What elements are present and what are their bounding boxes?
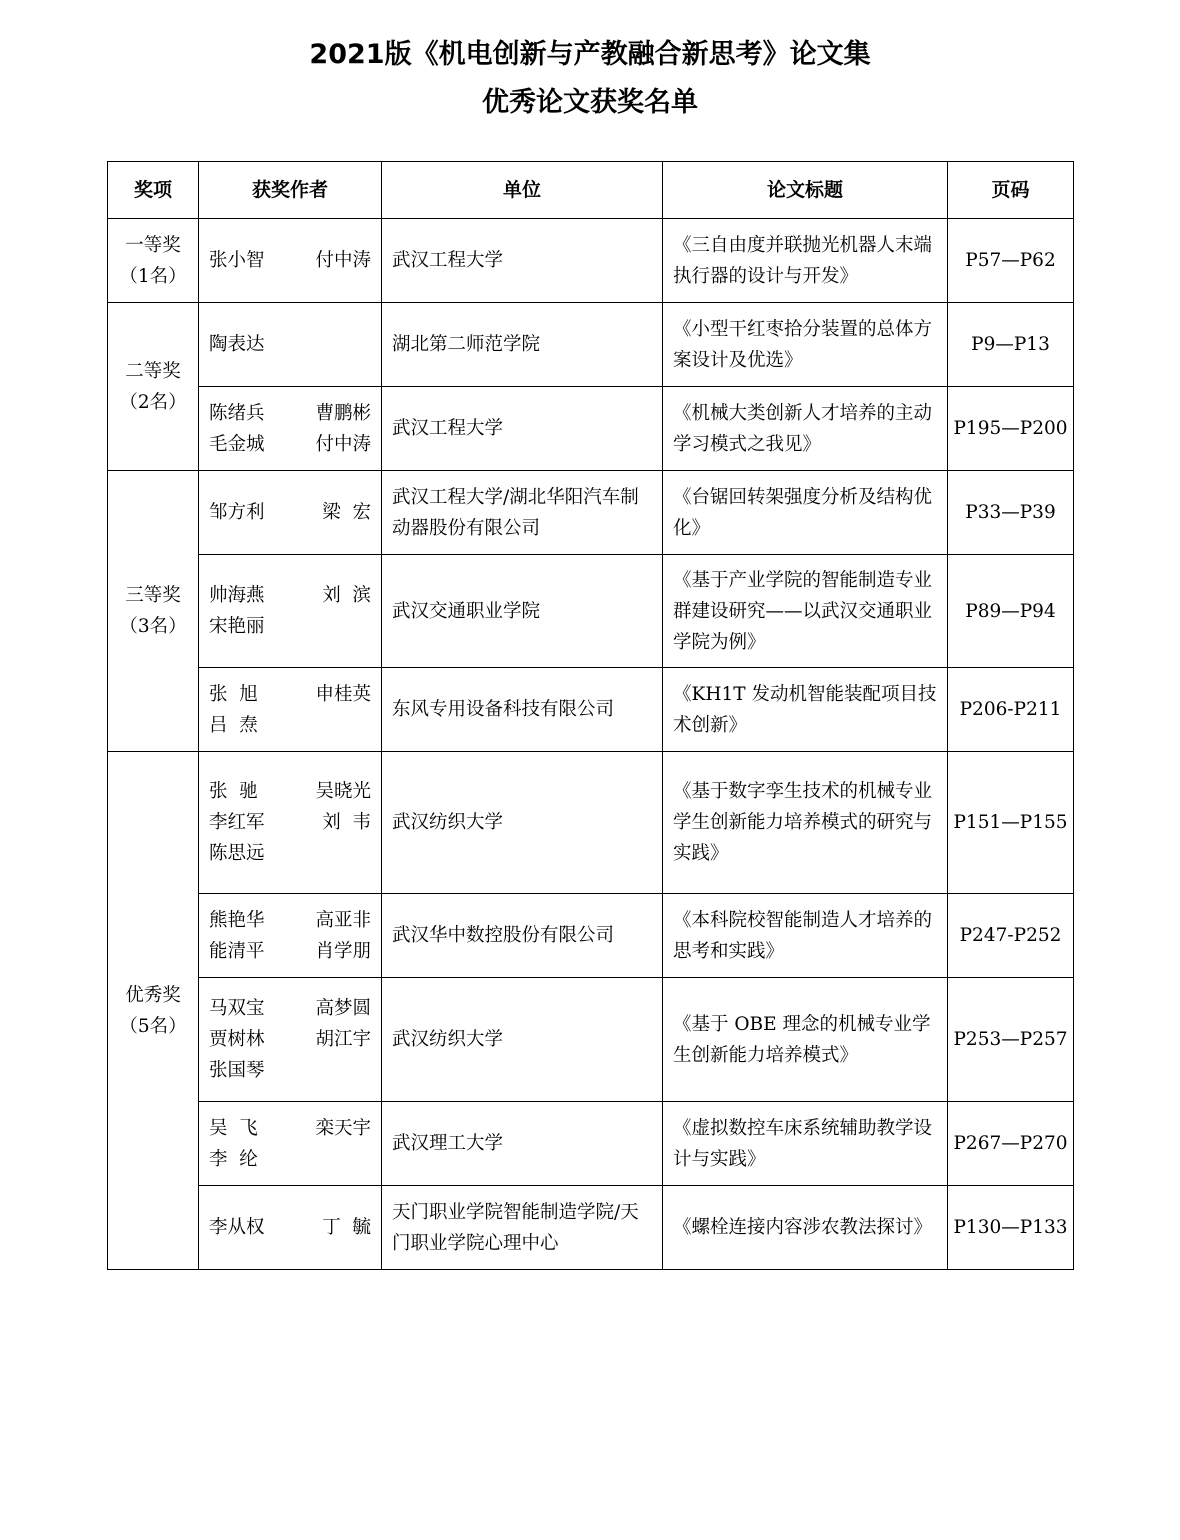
author-name: 刘 韦 bbox=[322, 812, 371, 833]
author-name: 刘 滨 bbox=[322, 585, 371, 606]
authors-cell bbox=[199, 1186, 382, 1270]
authors-cell bbox=[199, 303, 382, 387]
author-name: 付中涛 bbox=[315, 250, 371, 271]
table-row bbox=[108, 387, 1074, 471]
table-row bbox=[108, 555, 1074, 668]
award-name: 三等奖 bbox=[125, 585, 181, 606]
author-line bbox=[209, 1212, 371, 1243]
author-name: 熊艳华 bbox=[209, 909, 265, 931]
author-name: 栾天宇 bbox=[315, 1117, 371, 1139]
pages-cell: P206-P211 bbox=[948, 668, 1074, 752]
paper-title-cell: 《虚拟数控车床系统辅助教学设计与实践》 bbox=[663, 1102, 948, 1186]
pages-cell: P267—P270 bbox=[948, 1102, 1074, 1186]
authors-cell bbox=[199, 555, 382, 668]
author-name: 张 驰 bbox=[209, 781, 258, 802]
award-table bbox=[107, 161, 1074, 1270]
award-cell bbox=[108, 471, 199, 752]
paper-title-cell: 《基于 OBE 理念的机械专业学生创新能力培养模式》 bbox=[663, 978, 948, 1102]
author-line bbox=[209, 1113, 371, 1144]
author-line bbox=[209, 1144, 371, 1175]
pages-cell: P89—P94 bbox=[948, 555, 1074, 668]
author-name: 丁 毓 bbox=[322, 1217, 371, 1238]
author-name: 高梦圆 bbox=[315, 998, 371, 1019]
paper-title-cell: 《基于数字孪生技术的机械专业学生创新能力培养模式的研究与实践》 bbox=[663, 752, 948, 894]
unit-cell: 武汉工程大学 bbox=[382, 219, 663, 303]
authors-cell bbox=[199, 219, 382, 303]
author-line bbox=[209, 679, 371, 710]
award-name: 二等奖 bbox=[125, 360, 181, 382]
award-count: （3名） bbox=[119, 616, 187, 637]
table-header-row bbox=[108, 162, 1074, 219]
author-name: 贾树林 bbox=[209, 1029, 265, 1050]
award-cell bbox=[108, 303, 199, 471]
author-name: 吴晓光 bbox=[315, 781, 371, 802]
author-name: 李 纶 bbox=[209, 1148, 258, 1170]
paper-title-cell: 《本科院校智能制造人才培养的思考和实践》 bbox=[663, 894, 948, 978]
author-line bbox=[209, 807, 371, 838]
author-name: 张 旭 bbox=[209, 683, 258, 705]
table-row bbox=[108, 1102, 1074, 1186]
award-cell bbox=[108, 219, 199, 303]
header-unit: 单位 bbox=[382, 162, 663, 219]
unit-cell: 武汉工程大学 bbox=[382, 387, 663, 471]
author-line bbox=[209, 245, 371, 276]
table-row bbox=[108, 668, 1074, 752]
author-name: 吕 焘 bbox=[209, 714, 258, 736]
paper-title-cell: 《基于产业学院的智能制造专业群建设研究——以武汉交通职业学院为例》 bbox=[663, 555, 948, 668]
award-cell bbox=[108, 752, 199, 1270]
table-row bbox=[108, 219, 1074, 303]
paper-title-cell: 《台锯回转架强度分析及结构优化》 bbox=[663, 471, 948, 555]
header-award: 奖项 bbox=[108, 162, 199, 219]
author-line bbox=[209, 1055, 371, 1086]
unit-cell: 东风专用设备科技有限公司 bbox=[382, 668, 663, 752]
unit-cell: 武汉交通职业学院 bbox=[382, 555, 663, 668]
author-name: 陈绪兵 bbox=[209, 402, 265, 424]
pages-cell: P151—P155 bbox=[948, 752, 1074, 894]
author-name: 陈思远 bbox=[209, 843, 265, 864]
document-title: 2021版《机电创新与产教融合新思考》论文集 bbox=[309, 39, 871, 70]
author-name: 张国琴 bbox=[209, 1060, 265, 1081]
author-line bbox=[209, 580, 371, 611]
author-name: 胡江宇 bbox=[315, 1029, 371, 1050]
pages-cell: P253—P257 bbox=[948, 978, 1074, 1102]
table-row bbox=[108, 978, 1074, 1102]
author-line bbox=[209, 398, 371, 429]
author-name: 邹方利 bbox=[209, 502, 265, 523]
pages-cell: P33—P39 bbox=[948, 471, 1074, 555]
author-name: 陶表达 bbox=[209, 334, 265, 355]
author-line bbox=[209, 936, 371, 967]
paper-title-cell: 《三自由度并联抛光机器人末端执行器的设计与开发》 bbox=[663, 219, 948, 303]
header-authors: 获奖作者 bbox=[199, 162, 382, 219]
table-row bbox=[108, 894, 1074, 978]
authors-cell bbox=[199, 471, 382, 555]
author-line bbox=[209, 838, 371, 869]
author-line bbox=[209, 329, 371, 360]
header-paper-title: 论文标题 bbox=[663, 162, 948, 219]
pages-cell: P9—P13 bbox=[948, 303, 1074, 387]
unit-cell: 武汉理工大学 bbox=[382, 1102, 663, 1186]
author-line bbox=[209, 993, 371, 1024]
author-name: 李红军 bbox=[209, 812, 265, 833]
award-count: （5名） bbox=[119, 1015, 187, 1037]
author-line bbox=[209, 776, 371, 807]
award-name: 一等奖 bbox=[125, 234, 181, 256]
author-line bbox=[209, 497, 371, 528]
table-row bbox=[108, 752, 1074, 894]
author-name: 曹鹏彬 bbox=[315, 402, 371, 424]
award-count: （1名） bbox=[119, 265, 187, 287]
author-name: 马双宝 bbox=[209, 998, 265, 1019]
author-name: 张小智 bbox=[209, 250, 265, 271]
table-body bbox=[108, 219, 1074, 1270]
pages-cell: P57—P62 bbox=[948, 219, 1074, 303]
author-name: 高亚非 bbox=[315, 909, 371, 931]
author-name: 帅海燕 bbox=[209, 585, 265, 606]
unit-cell: 武汉华中数控股份有限公司 bbox=[382, 894, 663, 978]
table-row bbox=[108, 1186, 1074, 1270]
author-line bbox=[209, 611, 371, 642]
author-line bbox=[209, 710, 371, 741]
document-subtitle: 优秀论文获奖名单 bbox=[482, 87, 698, 118]
authors-cell bbox=[199, 387, 382, 471]
author-name: 宋艳丽 bbox=[209, 616, 265, 637]
unit-cell: 武汉纺织大学 bbox=[382, 752, 663, 894]
award-count: （2名） bbox=[119, 391, 187, 413]
award-name: 优秀奖 bbox=[125, 984, 181, 1006]
author-name: 能清平 bbox=[209, 940, 265, 962]
unit-cell: 湖北第二师范学院 bbox=[382, 303, 663, 387]
authors-cell bbox=[199, 752, 382, 894]
author-name: 毛金城 bbox=[209, 433, 265, 455]
authors-cell bbox=[199, 668, 382, 752]
author-line bbox=[209, 429, 371, 460]
paper-title-cell: 《机械大类创新人才培养的主动学习模式之我见》 bbox=[663, 387, 948, 471]
pages-cell: P195—P200 bbox=[948, 387, 1074, 471]
pages-cell: P130—P133 bbox=[948, 1186, 1074, 1270]
unit-cell: 武汉纺织大学 bbox=[382, 978, 663, 1102]
author-name: 申桂英 bbox=[315, 683, 371, 705]
header-pages: 页码 bbox=[948, 162, 1074, 219]
table-row bbox=[108, 471, 1074, 555]
author-name: 付中涛 bbox=[315, 433, 371, 455]
authors-cell bbox=[199, 1102, 382, 1186]
author-name: 李从权 bbox=[209, 1217, 265, 1238]
author-line bbox=[209, 905, 371, 936]
table-row bbox=[108, 303, 1074, 387]
authors-cell bbox=[199, 894, 382, 978]
paper-title-cell: 《小型干红枣拾分装置的总体方案设计及优选》 bbox=[663, 303, 948, 387]
pages-cell: P247-P252 bbox=[948, 894, 1074, 978]
author-name: 吴 飞 bbox=[209, 1117, 258, 1139]
author-line bbox=[209, 1024, 371, 1055]
unit-cell: 武汉工程大学/湖北华阳汽车制动器股份有限公司 bbox=[382, 471, 663, 555]
paper-title-cell: 《螺栓连接内容涉农教法探讨》 bbox=[663, 1186, 948, 1270]
author-name: 肖学朋 bbox=[315, 940, 371, 962]
authors-cell bbox=[199, 978, 382, 1102]
unit-cell: 天门职业学院智能制造学院/天门职业学院心理中心 bbox=[382, 1186, 663, 1270]
author-name: 梁 宏 bbox=[322, 502, 371, 523]
paper-title-cell: 《KH1T 发动机智能装配项目技术创新》 bbox=[663, 668, 948, 752]
